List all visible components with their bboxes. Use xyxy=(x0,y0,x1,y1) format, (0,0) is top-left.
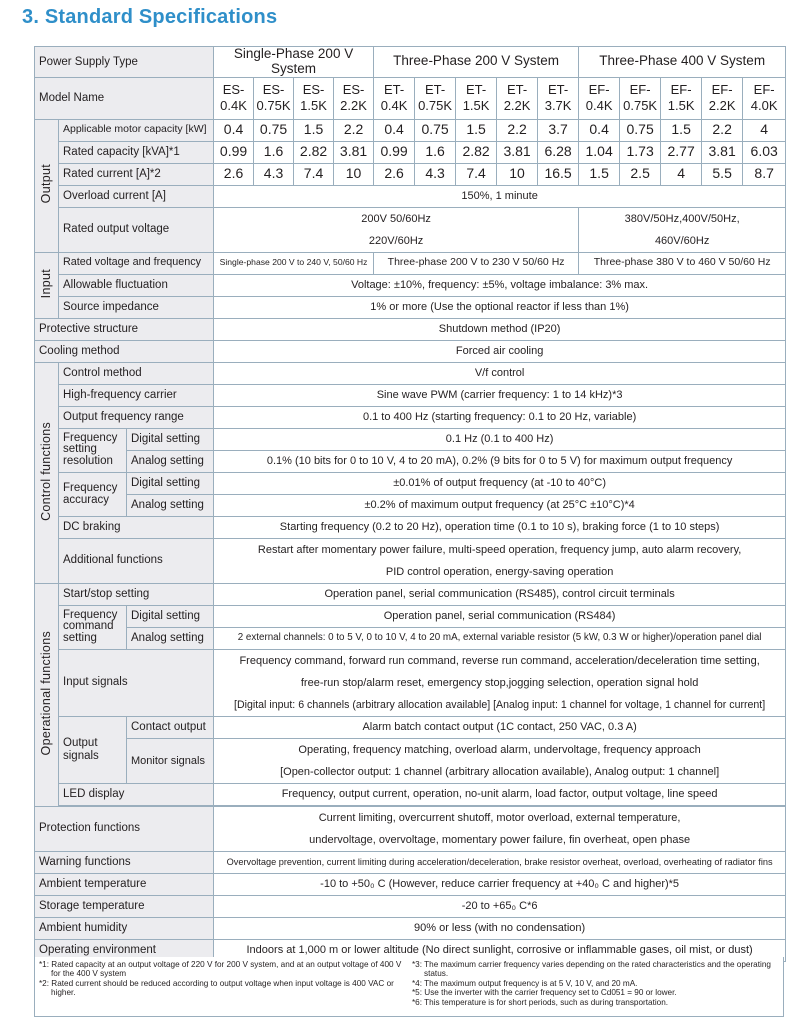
model-cell: EF-1.5K xyxy=(661,77,702,119)
dc-braking-row xyxy=(35,516,786,538)
operational-category-label: Operational functions xyxy=(38,630,53,756)
rated-capacity-row xyxy=(35,141,786,163)
value-cell: 3.81 xyxy=(334,141,374,163)
warning-label: Warning functions xyxy=(35,851,214,873)
value-cell: 7.4 xyxy=(294,163,334,185)
rated-current-row xyxy=(35,163,786,185)
rated-voltage-row xyxy=(35,252,786,274)
warning-row xyxy=(35,851,786,873)
group-three-phase-400: Three-Phase 400 V System xyxy=(579,47,786,78)
value-cell: 1.6 xyxy=(415,141,456,163)
value-cell: 2.5 xyxy=(620,163,661,185)
protective-structure-row xyxy=(35,318,786,340)
model-cell: ET-0.75K xyxy=(415,77,456,119)
footnote: *3: The maximum carrier frequency varies depending on the rated characteristics and the operating status. xyxy=(412,960,771,979)
model-cell: ET-1.5K xyxy=(456,77,497,119)
output-category xyxy=(35,119,59,252)
value-cell: 10 xyxy=(497,163,538,185)
source-impedance-row xyxy=(35,296,786,318)
motor-capacity-row xyxy=(35,119,786,141)
model-cell: ES-0.4K xyxy=(214,77,254,119)
input-signals-line3: [Digital input: 6 channels (arbitrary allocation available] [Analog input: 1 channel for voltage, 1 channel for current] xyxy=(234,698,766,711)
value-cell: 1.6 xyxy=(254,141,294,163)
rated-current-label: Rated current [A]*2 xyxy=(59,163,214,185)
value-cell: 1.04 xyxy=(579,141,620,163)
value-cell: 10 xyxy=(334,163,374,185)
resolution-digital-row xyxy=(35,428,786,450)
motor-capacity-label: Applicable motor capacity [kW] xyxy=(59,119,214,141)
value-cell: 0.4 xyxy=(214,119,254,141)
accuracy-analog-value: ±0.2% of maximum output frequency (at 25°C ±10°C)*4 xyxy=(214,494,786,516)
voltage-400v-line2: 460V/60Hz xyxy=(654,234,710,247)
model-cell: EF-0.75K xyxy=(620,77,661,119)
input-signals-line1: Frequency command, forward run command, reverse run command, acceleration/deceleration time setting, xyxy=(239,654,760,667)
rated-capacity-label: Rated capacity [kVA]*1 xyxy=(59,141,214,163)
operational-category xyxy=(35,583,59,806)
rated-output-voltage-row xyxy=(35,207,786,252)
additional-functions-value xyxy=(214,538,786,583)
footnotes xyxy=(34,957,784,1017)
freq-range-label: Output frequency range xyxy=(59,406,214,428)
group-three-phase-200: Three-Phase 200 V System xyxy=(374,47,579,78)
model-cell: ES-0.75K xyxy=(254,77,294,119)
rated-voltage-label: Rated voltage and frequency xyxy=(59,252,214,274)
output-category-label: Output xyxy=(38,164,53,204)
value-cell: 0.75 xyxy=(415,119,456,141)
value-cell: 3.7 xyxy=(538,119,579,141)
value-cell: 6.28 xyxy=(538,141,579,163)
protection-line1: Current limiting, overcurrent shutoff, motor overload, external temperature, xyxy=(318,811,681,824)
control-method-value: V/f control xyxy=(214,362,786,384)
input-signals-row xyxy=(35,649,786,716)
resolution-analog-row xyxy=(35,450,786,472)
resolution-digital-value: 0.1 Hz (0.1 to 400 Hz) xyxy=(214,428,786,450)
humidity-row xyxy=(35,917,786,939)
control-category-label: Control functions xyxy=(38,421,53,521)
protection-line2: undervoltage, overvoltage, momentary power failure, fin overheat, open phase xyxy=(309,833,691,846)
overload-current-row xyxy=(35,185,786,207)
value-cell: 2.82 xyxy=(456,141,497,163)
value-cell: 4.3 xyxy=(254,163,294,185)
power-supply-type-label: Power Supply Type xyxy=(35,47,214,78)
voltage-400v-line1: 380V/50Hz,400V/50Hz, xyxy=(624,212,740,225)
specifications-table xyxy=(34,46,786,962)
storage-temp-row xyxy=(35,895,786,917)
monitor-signals-value xyxy=(214,738,786,783)
model-name-row xyxy=(35,77,786,119)
fluctuation-value: Voltage: ±10%, frequency: ±5%, voltage imbalance: 3% max. xyxy=(214,274,786,296)
environment-label: Operating environment xyxy=(35,939,214,961)
dc-braking-value: Starting frequency (0.2 to 20 Hz), operation time (0.1 to 10 s), braking force (1 to 10 steps) xyxy=(214,516,786,538)
cooling-value: Forced air cooling xyxy=(214,340,786,362)
humidity-value: 90% or less (with no condensation) xyxy=(214,917,786,939)
value-cell: 0.4 xyxy=(579,119,620,141)
rated-voltage-three-200: Three-phase 200 V to 230 V 50/60 Hz xyxy=(374,252,579,274)
value-cell: 1.5 xyxy=(294,119,334,141)
input-category xyxy=(35,252,59,318)
footnote: *6: This temperature is for short periods, such as during transportation. xyxy=(412,997,669,1007)
carrier-row xyxy=(35,384,786,406)
model-cell: ES-1.5K xyxy=(294,77,334,119)
additional-functions-label: Additional functions xyxy=(59,538,214,583)
value-cell: 0.99 xyxy=(214,141,254,163)
protective-structure-value: Shutdown method (IP20) xyxy=(214,318,786,340)
fluctuation-row xyxy=(35,274,786,296)
value-cell: 4 xyxy=(743,119,786,141)
carrier-label: High-frequency carrier xyxy=(59,384,214,406)
value-cell: 2.2 xyxy=(702,119,743,141)
value-cell: 2.82 xyxy=(294,141,334,163)
footnotes-right xyxy=(412,960,784,1007)
resolution-analog-value: 0.1% (10 bits for 0 to 10 V, 4 to 20 mA), 0.2% (9 bits for 0 to 5 V) for maximum output frequency xyxy=(214,450,786,472)
fluctuation-label: Allowable fluctuation xyxy=(59,274,214,296)
storage-temp-value: -20 to +65₀ C*6 xyxy=(214,895,786,917)
footnote: *4: The maximum output frequency is at 5 V, 10 V, and 20 mA. xyxy=(412,978,638,988)
protective-structure-label: Protective structure xyxy=(35,318,214,340)
additional-functions-line1: Restart after momentary power failure, multi-speed operation, frequency jump, auto alarm recovery, xyxy=(257,543,742,556)
footnote: *1: Rated capacity at an output voltage of 220 V for 200 V system, and at an output voltage of 400 V for the 400 V system xyxy=(39,960,402,979)
freq-command-label: Frequency command setting xyxy=(59,605,127,649)
value-cell: 1.5 xyxy=(661,119,702,141)
rated-voltage-single: Single-phase 200 V to 240 V, 50/60 Hz xyxy=(214,252,374,274)
start-stop-value: Operation panel, serial communication (RS485), control circuit terminals xyxy=(214,583,786,605)
value-cell: 3.81 xyxy=(497,141,538,163)
source-impedance-value: 1% or more (Use the optional reactor if less than 1%) xyxy=(214,296,786,318)
model-name-label: Model Name xyxy=(35,77,214,119)
value-cell: 2.2 xyxy=(497,119,538,141)
freq-command-digital-row xyxy=(35,605,786,627)
contact-output-row xyxy=(35,716,786,738)
value-cell: 1.5 xyxy=(579,163,620,185)
footnote: *2: Rated current should be reduced according to output voltage when input voltage is 400 VAC or higher. xyxy=(39,978,394,998)
page-title: 3. Standard Specifications xyxy=(22,6,278,28)
freq-command-analog-label: Analog setting xyxy=(127,627,214,649)
storage-temp-label: Storage temperature xyxy=(35,895,214,917)
value-cell: 16.5 xyxy=(538,163,579,185)
accuracy-analog-label: Analog setting xyxy=(127,494,214,516)
accuracy-analog-row xyxy=(35,494,786,516)
led-display-value: Frequency, output current, operation, no-unit alarm, load factor, output voltage, line speed xyxy=(214,783,786,805)
voltage-200v-line1: 200V 50/60Hz xyxy=(361,212,431,225)
humidity-label: Ambient humidity xyxy=(35,917,214,939)
cooling-label: Cooling method xyxy=(35,340,214,362)
value-cell: 0.4 xyxy=(374,119,415,141)
value-cell: 6.03 xyxy=(743,141,786,163)
start-stop-row xyxy=(35,583,786,605)
value-cell: 2.6 xyxy=(214,163,254,185)
output-signals-label: Output signals xyxy=(59,716,127,783)
value-cell: 0.75 xyxy=(254,119,294,141)
freq-range-value: 0.1 to 400 Hz (starting frequency: 0.1 to 20 Hz, variable) xyxy=(214,406,786,428)
accuracy-digital-value: ±0.01% of output frequency (at -10 to 40°C) xyxy=(214,472,786,494)
warning-value: Overvoltage prevention, current limiting during acceleration/deceleration, brake resistor overheat, overload, overheating of radiator fins xyxy=(214,851,786,873)
freq-command-analog-row xyxy=(35,627,786,649)
monitor-signals-line2: [Open-collector output: 1 channel (arbitrary allocation available), Analog output: 1 channel] xyxy=(280,765,720,778)
rated-voltage-three-400: Three-phase 380 V to 460 V 50/60 Hz xyxy=(579,252,786,274)
ambient-temp-label: Ambient temperature xyxy=(35,873,214,895)
value-cell: 5.5 xyxy=(702,163,743,185)
monitor-signals-line1: Operating, frequency matching, overload alarm, undervoltage, frequency approach xyxy=(298,743,701,756)
input-signals-line2: free-run stop/alarm reset, emergency stop,jogging selection, operation signal hold xyxy=(300,676,699,689)
value-cell: 4 xyxy=(661,163,702,185)
voltage-200v-line2: 220V/60Hz xyxy=(368,234,424,247)
start-stop-label: Start/stop setting xyxy=(59,583,214,605)
model-cell: ET-2.2K xyxy=(497,77,538,119)
freq-command-digital-value: Operation panel, serial communication (RS484) xyxy=(214,605,786,627)
control-method-label: Control method xyxy=(59,362,214,384)
cooling-row xyxy=(35,340,786,362)
protection-row xyxy=(35,806,786,851)
value-cell: 0.75 xyxy=(620,119,661,141)
model-cell: EF-4.0K xyxy=(743,77,786,119)
additional-functions-line2: PID control operation, energy-saving operation xyxy=(385,565,614,578)
carrier-value: Sine wave PWM (carrier frequency: 1 to 14 kHz)*3 xyxy=(214,384,786,406)
value-cell: 7.4 xyxy=(456,163,497,185)
overload-current-label: Overload current [A] xyxy=(59,185,214,207)
group-single-phase-200: Single-Phase 200 V System xyxy=(214,47,374,78)
rated-output-voltage-200v xyxy=(214,207,579,252)
freq-command-analog-value: 2 external channels: 0 to 5 V, 0 to 10 V, 4 to 20 mA, external variable resistor (5 kW, 0.3 W or higher)/operation panel dial xyxy=(214,627,786,649)
value-cell: 2.77 xyxy=(661,141,702,163)
resolution-analog-label: Analog setting xyxy=(127,450,214,472)
value-cell: 0.99 xyxy=(374,141,415,163)
resolution-digital-label: Digital setting xyxy=(127,428,214,450)
value-cell: 2.6 xyxy=(374,163,415,185)
contact-output-value: Alarm batch contact output (1C contact, 250 VAC, 0.3 A) xyxy=(214,716,786,738)
value-cell: 8.7 xyxy=(743,163,786,185)
rated-output-voltage-label: Rated output voltage xyxy=(59,207,214,252)
input-category-label: Input xyxy=(38,268,53,299)
control-method-row xyxy=(35,362,786,384)
value-cell: 1.5 xyxy=(456,119,497,141)
contact-output-label: Contact output xyxy=(127,716,214,738)
footnote: *5: Use the inverter with the carrier frequency set to Cd051 = 90 or lower. xyxy=(412,988,677,998)
additional-functions-row xyxy=(35,538,786,583)
protection-label: Protection functions xyxy=(35,806,214,851)
accuracy-digital-label: Digital setting xyxy=(127,472,214,494)
monitor-signals-label: Monitor signals xyxy=(127,738,214,783)
accuracy-digital-row xyxy=(35,472,786,494)
rated-output-voltage-400v xyxy=(579,207,786,252)
protection-value xyxy=(214,806,786,851)
source-impedance-label: Source impedance xyxy=(59,296,214,318)
model-cell: EF-0.4K xyxy=(579,77,620,119)
accuracy-label: Frequency accuracy xyxy=(59,472,127,516)
power-supply-row xyxy=(35,47,786,78)
led-display-label: LED display xyxy=(59,783,214,805)
footnotes-left xyxy=(39,960,411,998)
model-cell: ET-3.7K xyxy=(538,77,579,119)
model-cell: ES-2.2K xyxy=(334,77,374,119)
overload-current-value: 150%, 1 minute xyxy=(214,185,786,207)
input-signals-value xyxy=(214,649,786,716)
resolution-label: Frequency setting resolution xyxy=(59,428,127,472)
value-cell: 1.73 xyxy=(620,141,661,163)
dc-braking-label: DC braking xyxy=(59,516,214,538)
model-cell: EF-2.2K xyxy=(702,77,743,119)
value-cell: 3.81 xyxy=(702,141,743,163)
monitor-signals-row xyxy=(35,738,786,783)
ambient-temp-value: -10 to +50₀ C (However, reduce carrier frequency at +40₀ C and higher)*5 xyxy=(214,873,786,895)
led-display-row xyxy=(35,783,786,805)
value-cell: 4.3 xyxy=(415,163,456,185)
ambient-temp-row xyxy=(35,873,786,895)
model-cell: ET-0.4K xyxy=(374,77,415,119)
freq-range-row xyxy=(35,406,786,428)
environment-value: Indoors at 1,000 m or lower altitude (No direct sunlight, corrosive or inflammable gases, oil mist, or dust) xyxy=(214,939,786,961)
freq-command-digital-label: Digital setting xyxy=(127,605,214,627)
control-category xyxy=(35,362,59,583)
value-cell: 2.2 xyxy=(334,119,374,141)
input-signals-label: Input signals xyxy=(59,649,214,716)
